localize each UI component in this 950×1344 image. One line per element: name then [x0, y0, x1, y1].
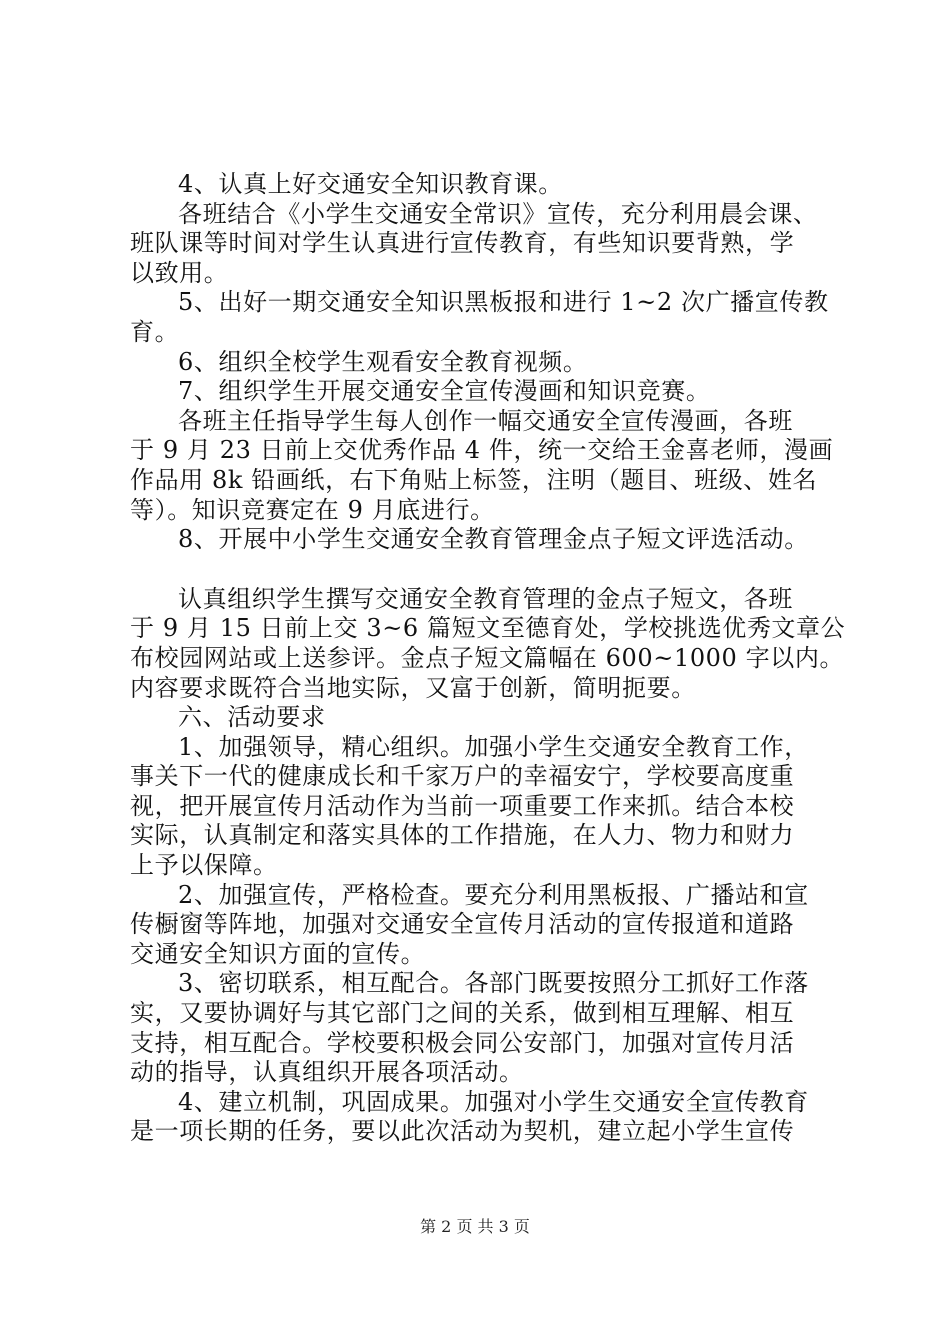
paragraph-line: 各班结合《小学生交通安全常识》宣传，充分利用晨会课、: [178, 199, 818, 228]
paragraph-line: 5、出好一期交通安全知识黑板报和进行 1~2 次广播宣传教: [178, 288, 829, 317]
paragraph-line: 于 9 月 23 日前上交优秀作品 4 件，统一交给王金喜老师，漫画: [130, 436, 834, 465]
paragraph-line: 4、建立机制，巩固成果。加强对小学生交通安全宣传教育: [178, 1087, 809, 1116]
paragraph-line: 传橱窗等阵地，加强对交通安全宣传月活动的宣传报道和道路: [130, 910, 795, 939]
paragraph-line: 视，把开展宣传月活动作为当前一项重要工作来抓。结合本校: [130, 791, 795, 820]
paragraph-line: 2、加强宣传，严格检查。要充分利用黑板报、广播站和宣: [178, 880, 809, 909]
paragraph-line: 各班主任指导学生每人创作一幅交通安全宣传漫画，各班: [178, 406, 793, 435]
paragraph-line: 3、密切联系，相互配合。各部门既要按照分工抓好工作落: [178, 969, 809, 998]
paragraph-line: 动的指导，认真组织开展各项活动。: [130, 1058, 524, 1087]
paragraph-line: 是一项长期的任务，要以此次活动为契机，建立起小学生宣传: [130, 1117, 795, 1146]
paragraph-line: 上予以保障。: [130, 851, 278, 880]
paragraph-line: 班队课等时间对学生认真进行宣传教育，有些知识要背熟，学: [130, 229, 795, 258]
paragraph-line: 支持，相互配合。学校要积极会同公安部门，加强对宣传月活: [130, 1028, 795, 1057]
paragraph-line: 等）。知识竞赛定在 9 月底进行。: [130, 495, 495, 524]
paragraph-line: 7、组织学生开展交通安全宣传漫画和知识竞赛。: [178, 377, 711, 406]
paragraph-line: 实，又要协调好与其它部门之间的关系，做到相互理解、相互: [130, 999, 795, 1028]
document-body: [130, 170, 846, 1147]
paragraph-line: 于 9 月 15 日前上交 3~6 篇短文至德育处，学校挑选优秀文章公: [130, 614, 846, 643]
paragraph-line: 育。: [130, 317, 180, 346]
section-heading: 六、活动要求: [178, 703, 326, 732]
paragraph-line: 内容要求既符合当地实际，又富于创新，简明扼要。: [130, 673, 696, 702]
paragraph-line: 4、认真上好交通安全知识教育课。: [178, 170, 563, 198]
paragraph-line: 认真组织学生撰写交通安全教育管理的金点子短文，各班: [178, 584, 793, 613]
paragraph-line: 交通安全知识方面的宣传。: [130, 939, 426, 968]
paragraph-line: 作品用 8k 铅画纸，右下角贴上标签，注明（题目、班级、姓名: [130, 465, 818, 494]
paragraph-line: 实际，认真制定和落实具体的工作措施，在人力、物力和财力: [130, 821, 795, 850]
paragraph-line: 事关下一代的健康成长和千家万户的幸福安宁，学校要高度重: [130, 762, 795, 791]
paragraph-line: 8、开展中小学生交通安全教育管理金点子短文评选活动。: [178, 525, 809, 554]
paragraph-line: 以致用。: [130, 258, 229, 287]
paragraph-line: 1、加强领导，精心组织。加强小学生交通安全教育工作，: [178, 732, 809, 761]
paragraph-line: 6、组织全校学生观看安全教育视频。: [178, 347, 588, 376]
page-number-footer: 第 2 页 共 3 页: [420, 1217, 530, 1236]
paragraph-line: 布校园网站或上送参评。金点子短文篇幅在 600~1000 字以内。: [130, 643, 845, 672]
paragraph-gap: [130, 555, 842, 585]
